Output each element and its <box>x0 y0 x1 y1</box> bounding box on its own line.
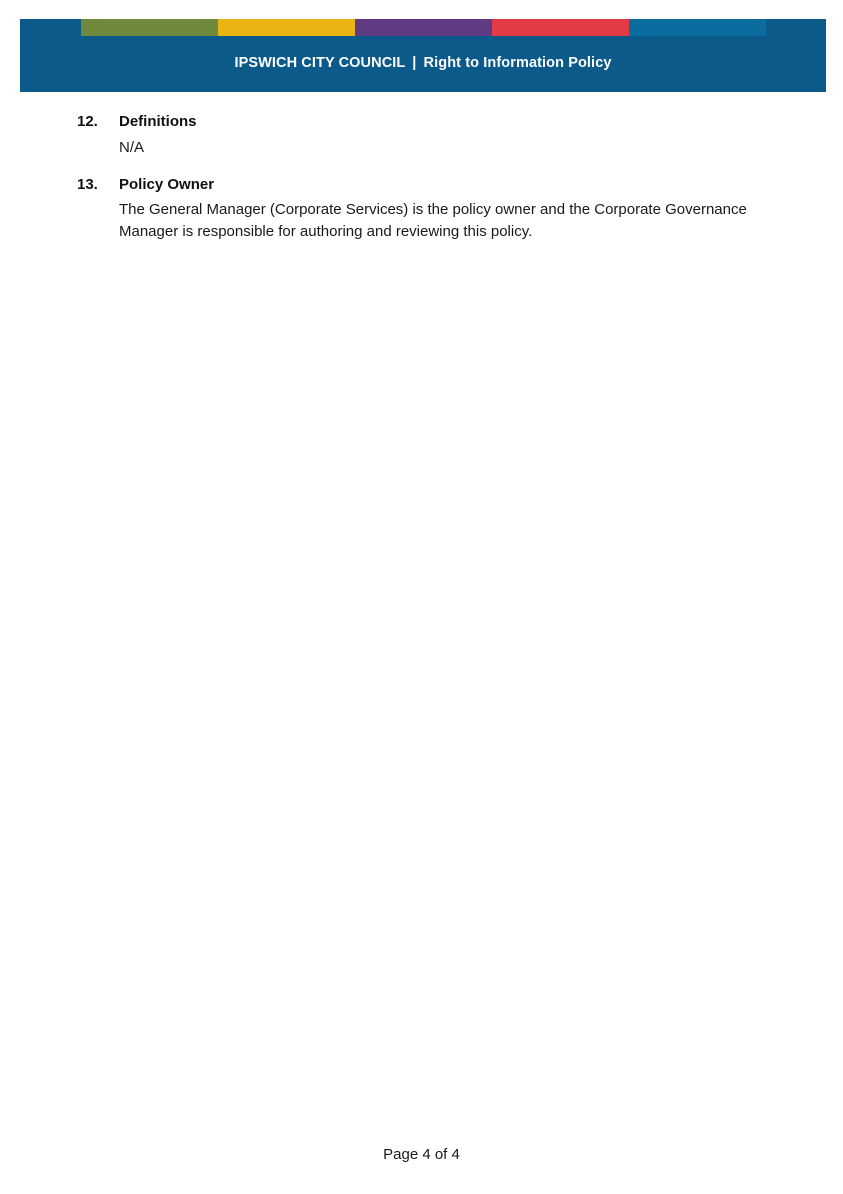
brand-stripe-red <box>492 19 629 36</box>
section-heading <box>77 176 777 193</box>
section-definitions <box>77 113 777 159</box>
section-number: 13. <box>77 176 98 193</box>
section-heading <box>77 113 777 130</box>
brand-stripe-yellow <box>218 19 355 36</box>
header-separator: | <box>412 55 417 71</box>
brand-color-stripes <box>81 19 766 36</box>
document-header <box>20 19 826 92</box>
page-number: Page 4 of 4 <box>383 1146 460 1163</box>
brand-stripe-green <box>81 19 218 36</box>
brand-stripe-purple <box>355 19 492 36</box>
section-title: Policy Owner <box>119 176 215 193</box>
section-body-line: The General Manager (Corporate Services) is the policy owner and the Corporate Governance <box>119 201 747 218</box>
section-body-text: N/A <box>119 139 145 156</box>
section-body <box>119 199 777 243</box>
organization-name: IPSWICH CITY COUNCIL <box>234 55 406 71</box>
header-title <box>20 55 826 71</box>
section-body <box>119 137 777 159</box>
section-body-line: Manager is responsible for authoring and reviewing this policy. <box>119 223 533 240</box>
section-title: Definitions <box>119 113 197 130</box>
section-policy-owner <box>77 176 777 243</box>
document-title: Right to Information Policy <box>423 55 612 71</box>
brand-stripe-blue <box>629 19 766 36</box>
section-number: 12. <box>77 113 98 130</box>
